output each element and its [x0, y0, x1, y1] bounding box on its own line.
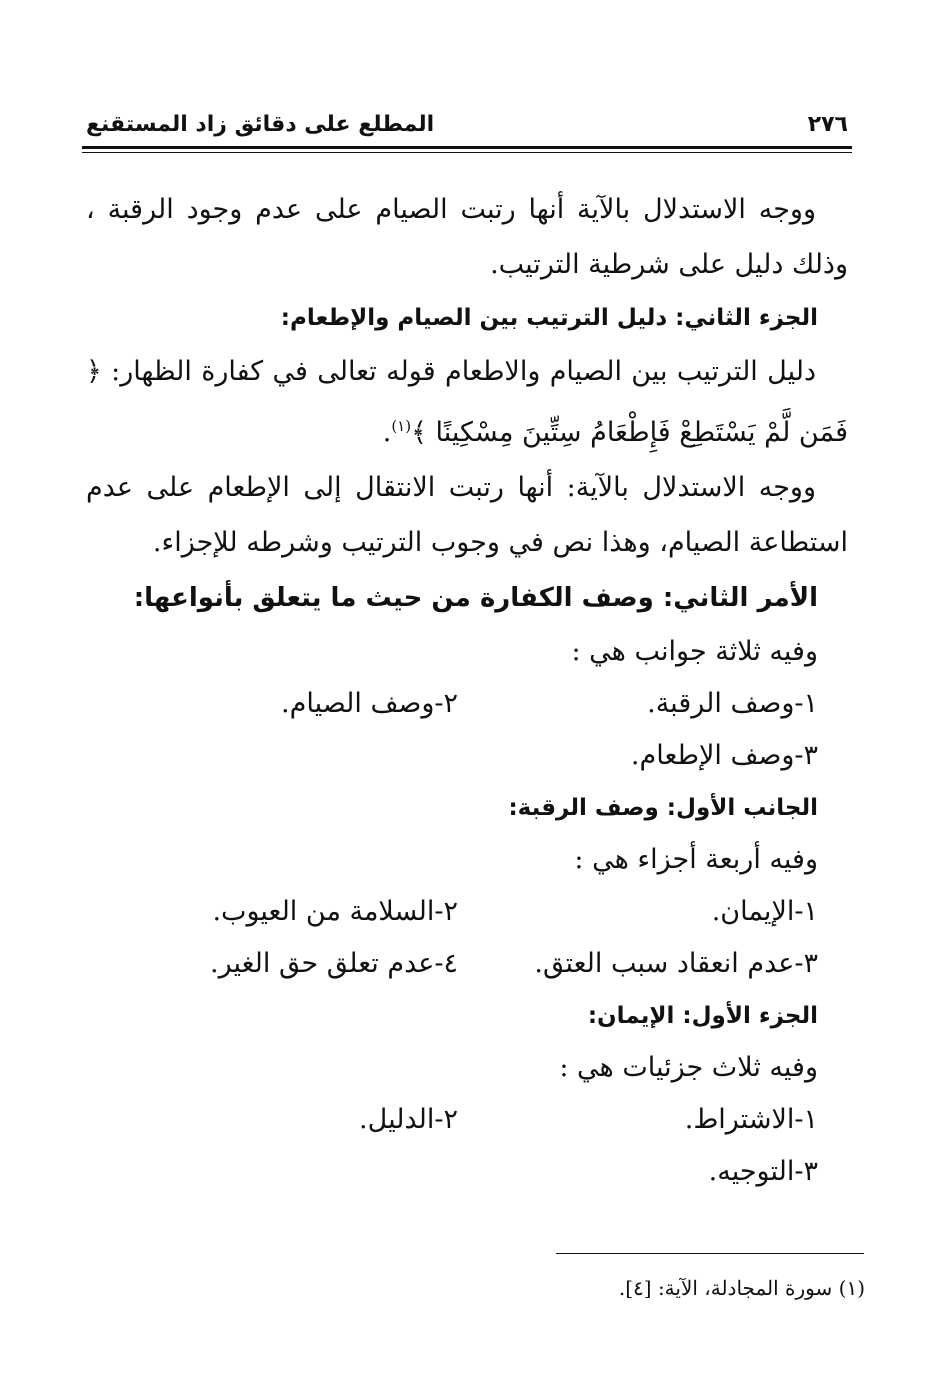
list-item: ٤-عدم تعلق حق الغير.: [210, 948, 458, 979]
intro-aspects: وفيه ثلاثة جوانب هي :: [571, 636, 818, 667]
footnote-rule: [556, 1253, 864, 1254]
paragraph-evidence-text: دليل الترتيب بين الصيام والاطعام قوله تعالى في كفارة الظهار: ﴿ فَمَن لَّمْ يَسْتَطِعْ فَإِطْعَامُ سِتِّينَ مِسْكِينًا ﴾: [86, 356, 848, 448]
list-item: ١-وصف الرقبة.: [647, 688, 818, 719]
list-item-empty: [98, 1146, 458, 1198]
intro-subparts: وفيه ثلاث جزئيات هي :: [559, 1052, 818, 1083]
heading-first-part: الجزء الأول: الإيمان:: [587, 1003, 818, 1029]
heading-second-matter: الأمر الثاني: وصف الكفارة من حيث ما يتعلق بأنواعها:: [133, 583, 818, 613]
heading-first-aspect: الجانب الأول: وصف الرقبة:: [508, 795, 818, 821]
list-row: [86, 886, 848, 938]
list-item: ٣-التوجيه.: [708, 1156, 818, 1187]
list-item: ١-الاشتراط.: [684, 1104, 818, 1135]
intro-parts: وفيه أربعة أجزاء هي :: [574, 844, 818, 875]
header-rule-thin: [82, 152, 852, 153]
heading-second-part: الجزء الثاني: دليل الترتيب بين الصيام والإطعام:: [280, 305, 818, 331]
page-body: [86, 182, 848, 1198]
page-number: ٢٧٦: [807, 112, 848, 137]
list-row: [86, 1146, 848, 1198]
list-item: ٣-عدم انعقاد سبب العتق.: [534, 948, 818, 979]
footnote-ref: (١): [391, 417, 412, 435]
list-row: [86, 1094, 848, 1146]
list-row: [86, 938, 848, 990]
list-item-empty: [98, 730, 458, 782]
paragraph-inference-fasting: ووجه الاستدلال بالآية أنها رتبت الصيام على عدم وجود الرقبة ، وذلك دليل على شرطية الترتيب.: [86, 194, 848, 280]
paragraph-inference-feeding: ووجه الاستدلال بالآية: أنها رتبت الانتقال إلى الإطعام على عدم استطاعة الصيام، وهذا نص في وجوب الترتيب وشرطه للإجزاء.: [86, 472, 848, 558]
header-rule-thick: [82, 146, 852, 149]
list-row: [86, 730, 848, 782]
list-item: ٢-الدليل.: [359, 1104, 458, 1135]
list-item: ٢-السلامة من العيوب.: [212, 896, 458, 927]
running-header: [82, 112, 852, 146]
list-row: [86, 678, 848, 730]
list-item: ١-الإيمان.: [711, 896, 818, 927]
list-item: ٣-وصف الإطعام.: [630, 740, 818, 771]
book-title: المطلع على دقائق زاد المستقنع: [86, 112, 435, 137]
paragraph-evidence-feeding: [86, 344, 848, 460]
footnote: (١) سورة المجادلة، الآية: [٤].: [618, 1276, 865, 1300]
paragraph-evidence-end: .: [382, 417, 392, 448]
list-item: ٢-وصف الصيام.: [281, 688, 458, 719]
